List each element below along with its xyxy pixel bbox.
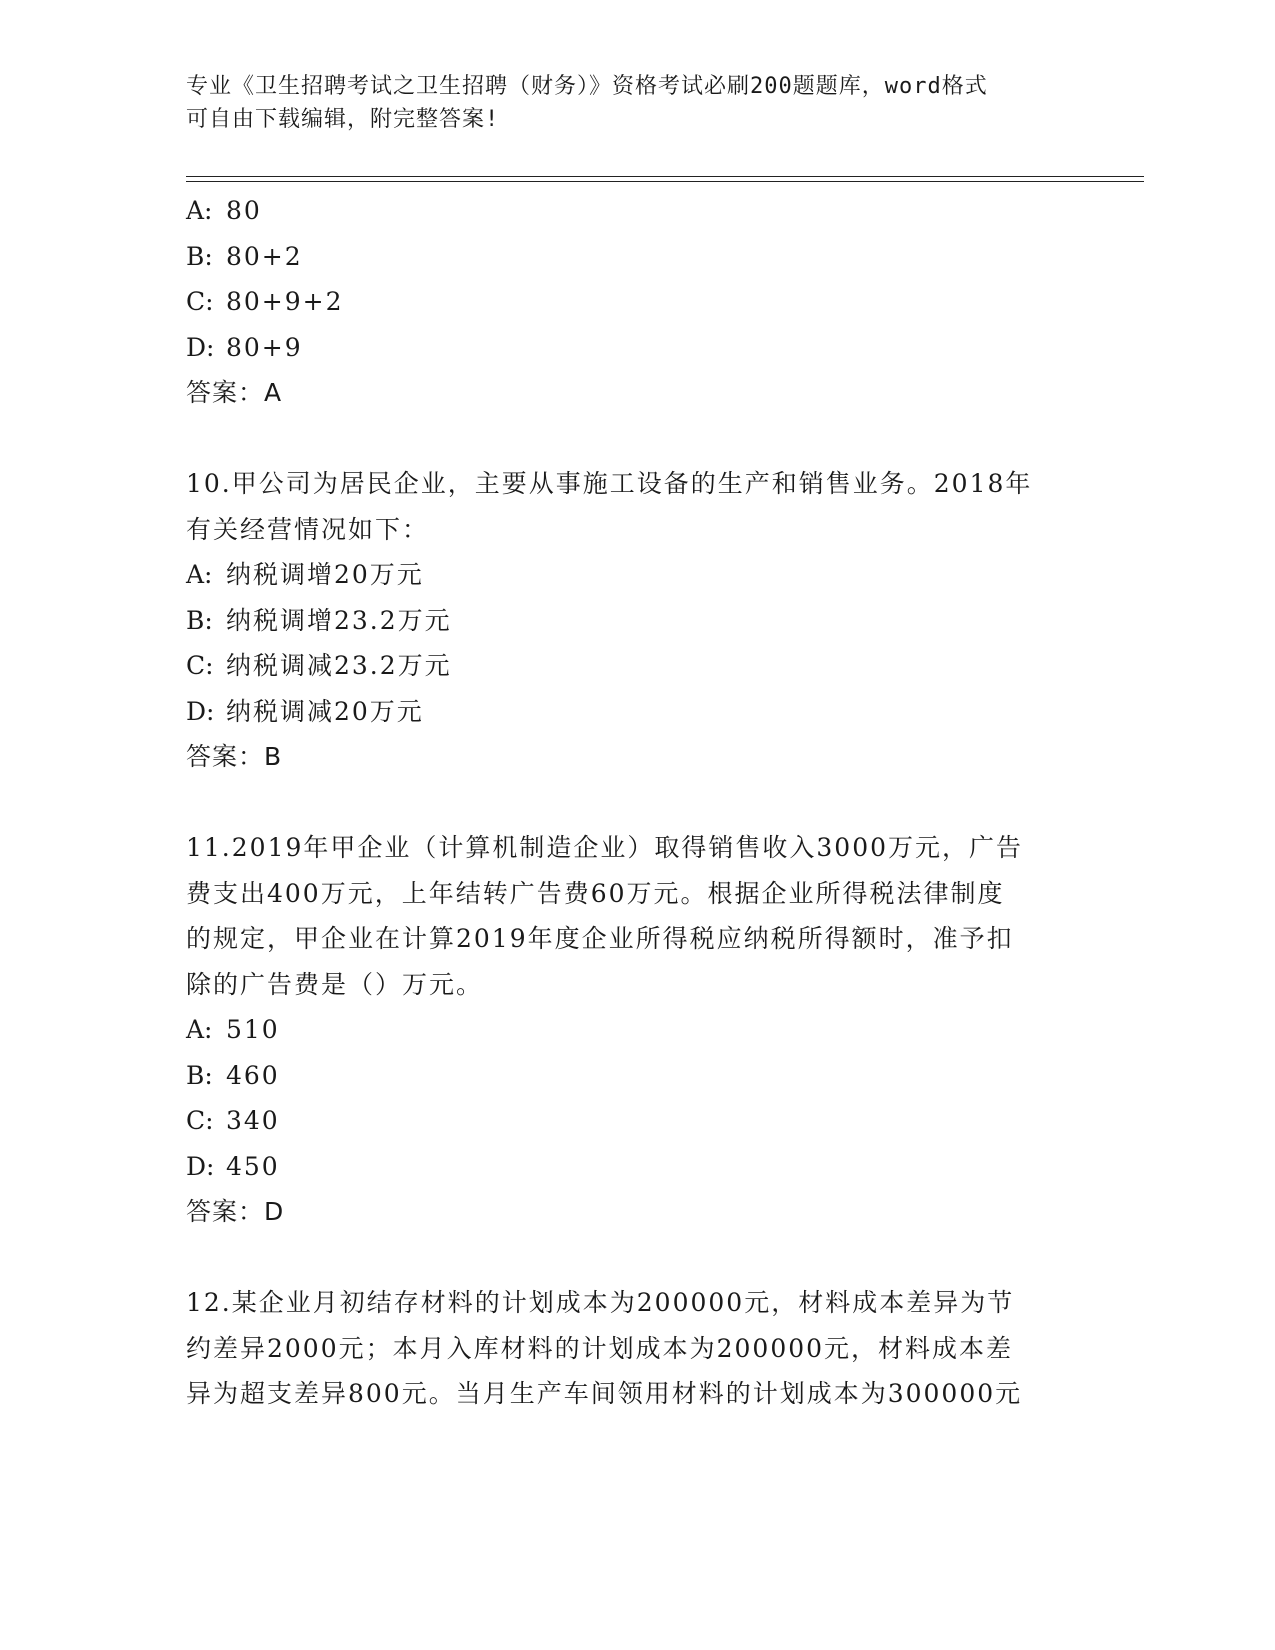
option-letter: A:: [186, 560, 213, 589]
header-rule-bottom: [186, 181, 1144, 182]
option-letter: C:: [186, 1106, 214, 1135]
option-text: 纳税调减20万元: [226, 696, 424, 726]
header-line-2: 可自由下载编辑，附完整答案!: [186, 107, 500, 132]
option-c: [186, 1098, 1086, 1144]
option-text: 460: [226, 1060, 280, 1090]
option-b: [186, 598, 1086, 644]
option-letter: D:: [186, 1151, 215, 1181]
spacer: [186, 416, 1086, 462]
option-text: 80+9: [226, 332, 303, 362]
option-text: 纳税调增23.2万元: [226, 605, 452, 635]
option-letter: A:: [186, 196, 213, 225]
option-a: [186, 188, 1086, 234]
option-a: [186, 552, 1086, 598]
spacer: [186, 1235, 1086, 1281]
option-letter: D:: [186, 696, 215, 726]
question-stem-line: 异为超支差异800元。当月生产车间领用材料的计划成本为300000元: [186, 1379, 1023, 1408]
option-letter: B:: [186, 605, 213, 635]
option-letter: C:: [186, 287, 214, 316]
question-11: [186, 825, 1086, 1235]
option-b: [186, 1053, 1086, 1099]
option-c: [186, 643, 1086, 689]
document-header: [186, 70, 1066, 136]
option-text: 纳税调减23.2万元: [226, 651, 452, 680]
option-letter: B:: [186, 1060, 213, 1090]
header-line-1: 专业《卫生招聘考试之卫生招聘（财务）》资格考试必刷200题题库，word格式: [186, 74, 988, 99]
option-text: 340: [226, 1106, 280, 1135]
option-letter: A:: [186, 1015, 213, 1044]
option-b: [186, 234, 1086, 280]
question-stem-line: 约差异2000元；本月入库材料的计划成本为200000元，材料成本差: [186, 1333, 1014, 1363]
question-12: [186, 1280, 1086, 1417]
option-d: [186, 325, 1086, 371]
option-text: 80+2: [226, 241, 303, 271]
option-letter: D:: [186, 332, 215, 362]
answer-line: 答案：D: [186, 1197, 285, 1226]
question-stem-line: 费支出400万元，上年结转广告费60万元。根据企业所得税法律制度: [186, 878, 1005, 908]
question-9: [186, 188, 1086, 416]
question-stem-line: 12.某企业月初结存材料的计划成本为200000元，材料成本差异为节: [186, 1288, 1015, 1317]
option-letter: C:: [186, 651, 214, 680]
answer-line: 答案：A: [186, 378, 283, 407]
question-stem-line: 11.2019年甲企业（计算机制造企业）取得销售收入3000万元，广告: [186, 833, 1024, 862]
option-d: [186, 689, 1086, 735]
option-text: 510: [226, 1015, 280, 1044]
question-stem-line: 有关经营情况如下：: [186, 514, 430, 544]
option-letter: B:: [186, 241, 213, 271]
question-stem-line: 除的广告费是（）万元。: [186, 969, 484, 999]
spacer: [186, 780, 1086, 826]
option-c: [186, 279, 1086, 325]
option-text: 80+9+2: [226, 287, 344, 316]
option-d: [186, 1144, 1086, 1190]
answer-line: 答案：B: [186, 742, 283, 771]
question-stem-line: 10.甲公司为居民企业，主要从事施工设备的生产和销售业务。2018年: [186, 469, 1033, 498]
option-text: 纳税调增20万元: [226, 560, 424, 589]
question-list: [186, 188, 1086, 1417]
question-stem-line: 的规定，甲企业在计算2019年度企业所得税应纳税所得额时，准予扣: [186, 924, 1014, 953]
option-text: 450: [226, 1151, 280, 1181]
question-10: [186, 461, 1086, 780]
header-rule-top: [186, 176, 1144, 177]
option-text: 80: [226, 196, 262, 225]
option-a: [186, 1007, 1086, 1053]
